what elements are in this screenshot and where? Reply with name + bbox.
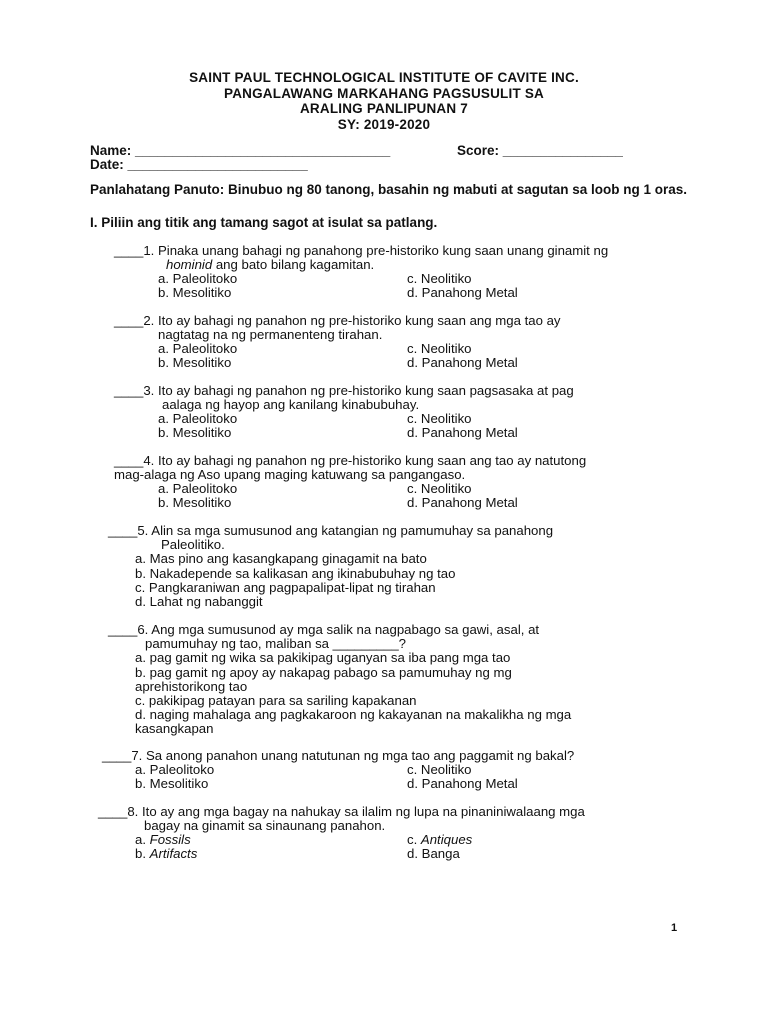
choice-label: a. (135, 832, 150, 848)
choice-text: Fossils (149, 832, 191, 848)
choice-c: c. Pangkaraniwan ang pagpapalipat-lipat ng tirahan (135, 579, 436, 595)
question-continuation: mag-alaga ng Aso upang maging katuwang sa pangangaso. (114, 467, 466, 483)
question-stem: ____6. Ang mga sumusunod ay mga salik na nagpabago sa gawi, asal, at (108, 622, 540, 637)
choice-d: d. Panahong Metal (407, 776, 518, 792)
choice-d-continuation: kasangkapan (135, 721, 214, 737)
date-field: Date: ________________________ (90, 157, 308, 172)
choice-c: c. pakikipag patayan para sa sariling kapakanan (135, 693, 417, 709)
choice-c: c. Neolitiko (407, 481, 472, 497)
question-stem: ____5. Alin sa mga sumusunod ang katangian ng pamumuhay sa panahong (108, 523, 554, 538)
choice-b: b. Mesolitiko (158, 495, 232, 511)
question-1 (114, 244, 608, 302)
choice-d: d. naging mahalaga ang pagkakaroon ng kakayanan na makalikha ng mga (135, 707, 572, 723)
choice-c: c. Neolitiko (407, 762, 472, 778)
question-continuation (114, 258, 608, 272)
choice-label: b. (135, 846, 150, 862)
choice-b: b. Mesolitiko (158, 355, 232, 371)
question-stem: ____4. Ito ay bahagi ng panahon ng pre-historiko kung saan ang tao ay natutong (114, 453, 587, 468)
choice-label: c. (407, 832, 421, 848)
choice-d: d. Lahat ng nabanggit (135, 594, 263, 610)
question-continuation: pamumuhay ng tao, maliban sa _________? (145, 636, 407, 652)
question-continuation: bagay na ginamit sa sinaunang panahon. (144, 818, 386, 834)
question-5 (108, 524, 553, 609)
question-7 (102, 749, 574, 793)
exam-title: PANGALAWANG MARKAHANG PAGSUSULIT SA (224, 85, 544, 101)
question-continuation: Paleolitiko. (161, 537, 225, 553)
choice-b: b. Mesolitiko (158, 425, 232, 441)
choice-c: c. Neolitiko (407, 411, 472, 427)
question-stem: ____7. Sa anong panahon unang natutunan ng mga tao ang paggamit ng bakal? (102, 748, 575, 763)
choice-a: a. Mas pino ang kasangkapang ginagamit na bato (135, 551, 427, 567)
choice-a: a. pag gamit ng wika sa pakikipag uganyan sa iba pang mga tao (135, 650, 511, 666)
question-3 (114, 384, 574, 442)
choice-b (135, 847, 197, 861)
choice-d: d. Banga (407, 846, 460, 862)
question-stem: ____8. Ito ay ang mga bagay na nahukay sa ilalim ng lupa na pinaniniwalaang mga (98, 804, 585, 819)
choice-a: a. Paleolitoko (135, 762, 215, 778)
subject-title: ARALING PANLIPUNAN 7 (299, 101, 468, 116)
choice-b: b. Nakadepende sa kalikasan ang ikinabubuhay ng tao (135, 565, 456, 581)
question-8 (98, 805, 585, 863)
general-instructions: Panlahatang Panuto: Binubuo ng 80 tanong, basahin ng mabuti at sagutan sa loob ng 1 oras. (90, 182, 688, 197)
choice-d: d. Panahong Metal (407, 425, 518, 441)
choice-d: d. Panahong Metal (407, 355, 518, 371)
choice-text: Artifacts (149, 846, 198, 862)
choice-a: a. Paleolitoko (158, 271, 238, 287)
choice-a: a. Paleolitoko (158, 341, 238, 357)
choice-b-continuation: aprehistorikong tao (135, 678, 248, 694)
school-name: SAINT PAUL TECHNOLOGICAL INSTITUTE OF CAVITE INC. (189, 70, 579, 85)
choice-a: a. Paleolitoko (158, 411, 238, 427)
question-stem: ____3. Ito ay bahagi ng panahon ng pre-historiko kung saan pagsasaka at pag (114, 383, 574, 398)
question-stem: ____2. Ito ay bahagi ng panahon ng pre-historiko kung saan ang mga tao ay (114, 313, 561, 328)
choice-b: b. Mesolitiko (135, 776, 209, 792)
italic-term: hominid (166, 257, 213, 273)
question-continuation: aalaga ng hayop ang kanilang kinabubuhay. (162, 397, 420, 413)
choice-c: c. Neolitiko (407, 271, 472, 287)
question-4 (114, 454, 586, 512)
choice-b: b. Mesolitiko (158, 285, 232, 301)
page-number: 1 (671, 922, 678, 934)
choice-c: c. Neolitiko (407, 341, 472, 357)
exam-header (0, 70, 768, 132)
choice-d: d. Panahong Metal (407, 495, 518, 511)
question-6 (108, 623, 571, 737)
choice-a: a. Paleolitoko (158, 481, 238, 497)
choice-text: Antiques (420, 832, 473, 848)
school-year: SY: 2019-2020 (337, 116, 431, 132)
choice-d: d. Panahong Metal (407, 285, 518, 301)
continuation-text: ang bato bilang kagamitan. (212, 257, 375, 273)
choice-b: b. pag gamit ng apoy ay nakapag pabago sa pamumuhay ng mg (135, 664, 512, 680)
score-field: Score: ________________ (457, 143, 623, 158)
question-stem: ____1. Pinaka unang bahagi ng panahong pre-historiko kung saan unang ginamit ng (114, 243, 609, 258)
name-field: Name: __________________________________ (90, 143, 391, 158)
part-one-instructions: I. Piliin ang titik ang tamang sagot at isulat sa patlang. (90, 215, 438, 230)
question-2 (114, 314, 561, 372)
question-continuation: nagtatag na ng permanenteng tirahan. (158, 327, 383, 343)
